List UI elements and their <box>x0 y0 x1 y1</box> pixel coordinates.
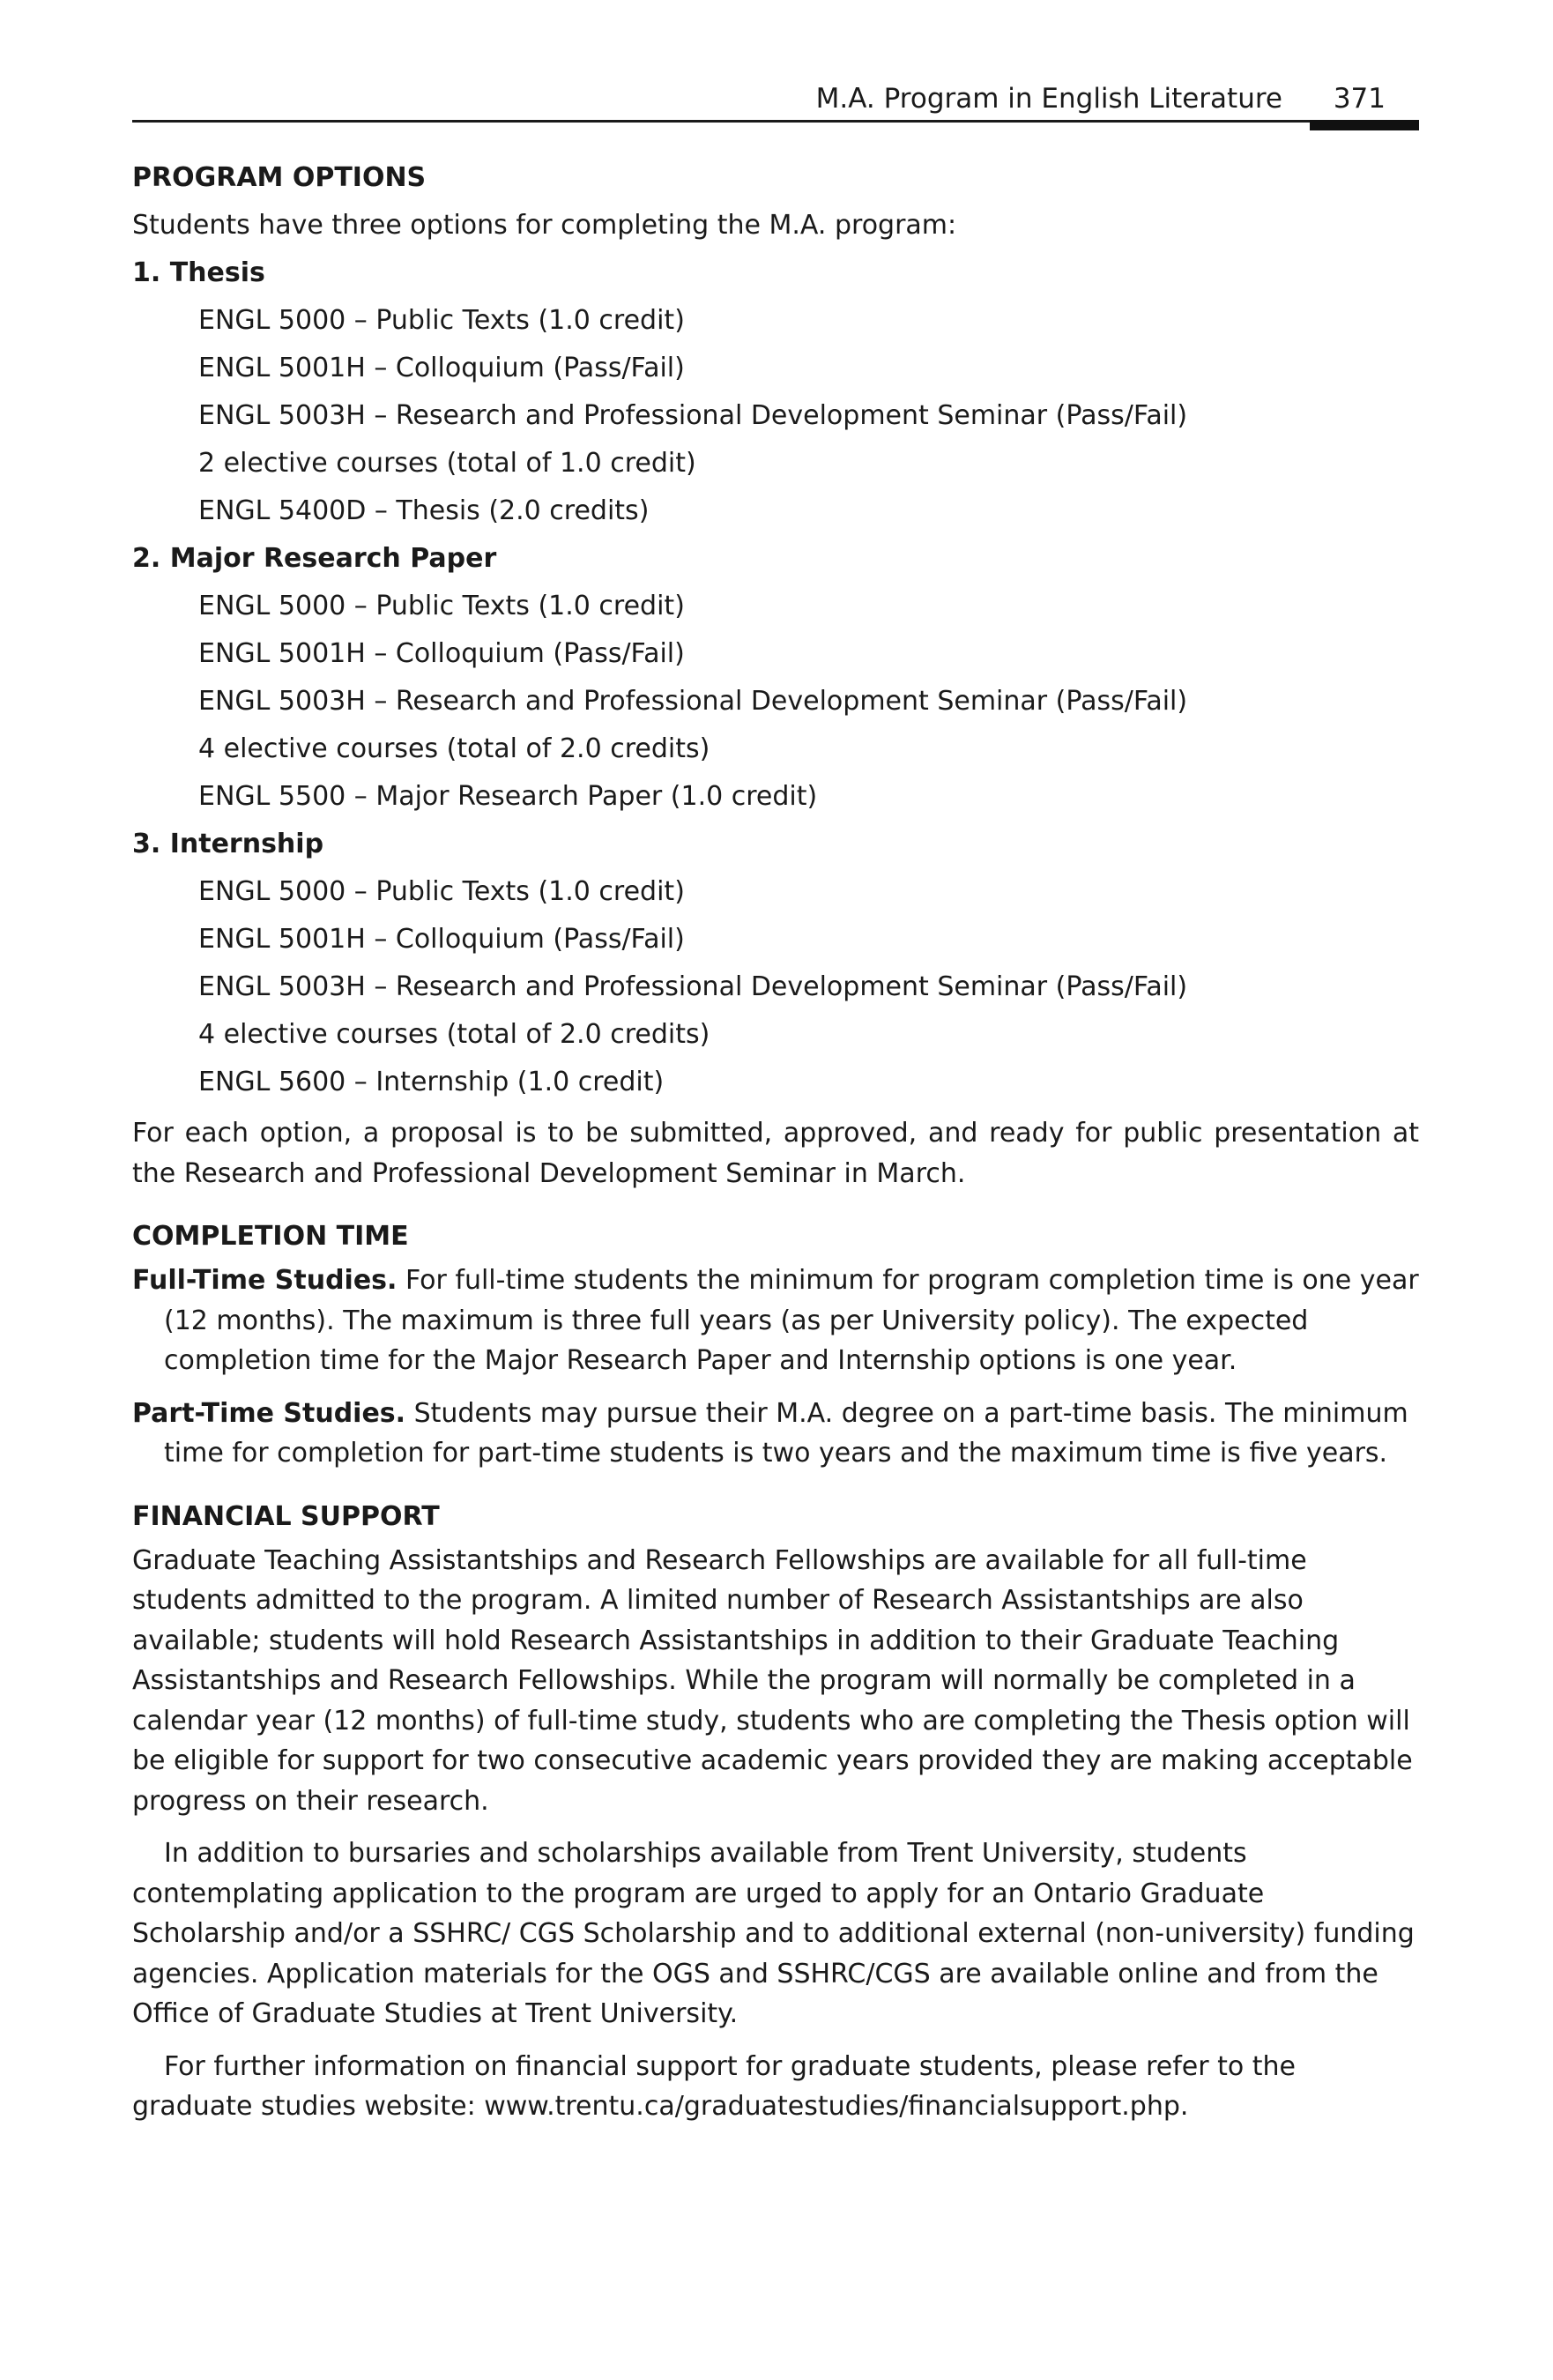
course-item: ENGL 5000 – Public Texts (1.0 credit) <box>198 305 685 336</box>
option-internship <box>132 821 1419 1106</box>
financial-support-paragraph: Graduate Teaching Assistantships and Research Fellowships are available for all full-time students admitted to the program. A limited number of Research Assistantships are also available; students will hold Research Assistantships in addition to their Graduate Teaching Assistantships and Research Fellowships. While the program will normally be completed in a calendar year (12 months) of full-time study, students who are completing the Thesis option will be eligible for support for two consecutive academic years provided they are making acceptable progress on their research. <box>132 1544 1413 1817</box>
running-title: M.A. Program in English Literature <box>815 83 1282 115</box>
financial-support-paragraph: For further information on financial support for graduate students, please refer to the graduate studies website: www.trentu.ca/graduatestudies/financialsupport.php. <box>132 2050 1296 2122</box>
full-time-studies-label: Full-Time Studies. <box>132 1265 398 1296</box>
course-item: ENGL 5400D – Thesis (2.0 credits) <box>198 495 650 526</box>
program-options-closing: For each option, a proposal is to be submitted, approved, and ready for public presentation at the Research and Professional Development Seminar in March. <box>132 1118 1419 1189</box>
section-heading: COMPLETION TIME <box>132 1221 409 1252</box>
program-options-section <box>132 154 1419 1194</box>
course-item: ENGL 5500 – Major Research Paper (1.0 credit) <box>198 781 818 812</box>
course-item: ENGL 5003H – Research and Professional Development Seminar (Pass/Fail) <box>198 971 1188 1002</box>
course-item: ENGL 5000 – Public Texts (1.0 credit) <box>198 591 685 621</box>
completion-time-section <box>132 1213 1419 1474</box>
course-item: ENGL 5001H – Colloquium (Pass/Fail) <box>198 924 685 955</box>
course-item: 2 elective courses (total of 1.0 credit) <box>198 448 696 479</box>
financial-support-section <box>132 1493 1419 2127</box>
part-time-studies-paragraph <box>132 1394 1419 1474</box>
header-rule <box>132 120 1419 123</box>
course-item: ENGL 5001H – Colloquium (Pass/Fail) <box>198 353 685 383</box>
full-time-studies-text: For full-time students the minimum for program completion time is one year (12 months). The maximum is three full years (as per University policy). The expected completion time for the Major Research Paper and Internship options is one year. <box>164 1265 1419 1376</box>
option-major-research-paper <box>132 535 1419 821</box>
option-heading: 1. Thesis <box>132 257 265 288</box>
course-item: ENGL 5003H – Research and Professional Development Seminar (Pass/Fail) <box>198 400 1188 431</box>
page-number: 371 <box>1333 83 1386 115</box>
course-item: ENGL 5600 – Internship (1.0 credit) <box>198 1067 665 1097</box>
option-heading: 3. Internship <box>132 829 324 859</box>
option-heading: 2. Major Research Paper <box>132 543 497 574</box>
course-item: ENGL 5003H – Research and Professional Development Seminar (Pass/Fail) <box>198 686 1188 717</box>
page-content <box>132 154 1419 2127</box>
section-heading: FINANCIAL SUPPORT <box>132 1500 440 1532</box>
program-options-intro: Students have three options for completing the M.A. program: <box>132 210 957 241</box>
part-time-studies-text: Students may pursue their M.A. degree on a part-time basis. The minimum time for completion for part-time students is two years and the maximum time is five years. <box>164 1397 1408 1469</box>
part-time-studies-label: Part-Time Studies. <box>132 1397 406 1429</box>
header-bar <box>1310 120 1419 130</box>
course-item: ENGL 5001H – Colloquium (Pass/Fail) <box>198 638 685 669</box>
financial-support-paragraph: In addition to bursaries and scholarships available from Trent University, students contemplating application to the program are urged to apply for an Ontario Graduate Scholarship and/or a SSHRC/ CGS Scholarship and to additional external (non-university) funding agencies. Application materials for the OGS and SSHRC/CGS are available online and from the Office of Graduate Studies at Trent University. <box>132 1838 1415 2029</box>
full-time-studies-paragraph <box>132 1261 1419 1381</box>
section-heading: PROGRAM OPTIONS <box>132 162 427 193</box>
running-header <box>132 78 1419 123</box>
option-thesis <box>132 249 1419 535</box>
course-item: 4 elective courses (total of 2.0 credits) <box>198 733 710 764</box>
course-item: 4 elective courses (total of 2.0 credits) <box>198 1019 710 1050</box>
course-item: ENGL 5000 – Public Texts (1.0 credit) <box>198 876 685 907</box>
